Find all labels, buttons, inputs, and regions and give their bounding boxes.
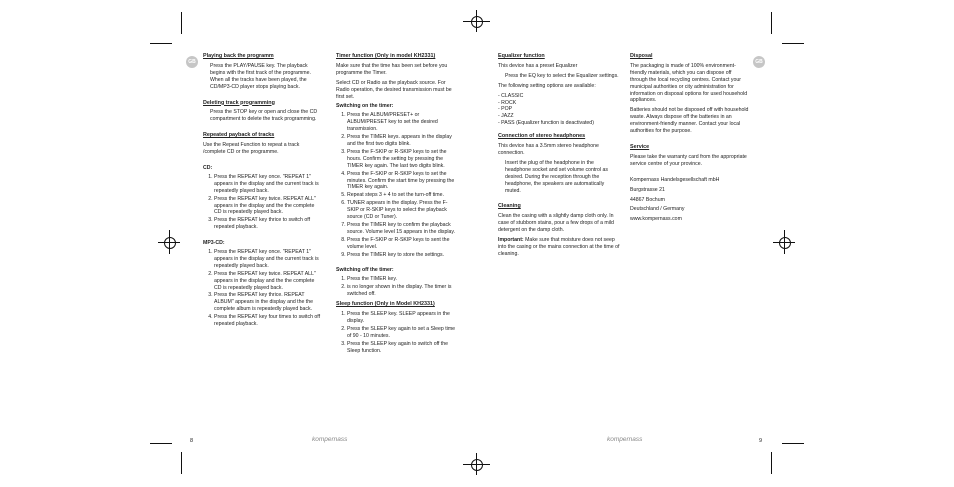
eq-heading: Equalizer function: [498, 53, 545, 59]
important-note: [498, 237, 620, 258]
crop-mark: [782, 443, 804, 444]
cleaning-text: Clean the casing with a slightly damp cloth only. In case of stubborn stains, pour a few drops of a mild detergent on the damp cloth.: [498, 213, 614, 234]
list-item: - ROCK: [498, 99, 517, 106]
list-item: 8. Press the F-SKIP or R-SKIP keys to sent the volume level.: [347, 237, 458, 251]
repeat-heading: Repeated payback of tracks: [203, 132, 275, 139]
list-item: 1. Press the ALBUM/PRESET+ or ALBUM/PRESET key to set the desired transmission.: [347, 112, 458, 133]
important-text: Make sure that moisture does not seep into the casing or the mains connection at the time of cleaning.: [498, 237, 620, 257]
headphones-heading: Connection of stereo headphones: [498, 133, 586, 140]
important-label: Important:: [498, 237, 524, 244]
column-1: [203, 53, 321, 331]
mp3-list: [203, 249, 321, 328]
registration-line: [463, 21, 490, 22]
page-number: 8: [190, 438, 194, 444]
cd-label: CD:: [203, 164, 213, 171]
switch-off-list: [336, 276, 458, 298]
list-item: 2. Press the TIMER keys. appears in the display and the first two digits blink.: [347, 134, 458, 148]
timer-heading: Timer function (Only in model KH2331): [336, 53, 436, 59]
disposal-text: Batteries should not be disposed off with household waste. Always dispose off the batteries in an environment-friendly manner. Contact your local authorities for the purpose.: [630, 107, 749, 135]
address-line: Kompernass Handelsgesellschaft mbH: [630, 176, 720, 183]
delete-heading: Deleting track programming: [203, 99, 275, 106]
brand-logo: kompernass: [607, 436, 643, 443]
crop-mark: [782, 43, 804, 44]
mp3-label: MP3-CD:: [203, 240, 225, 247]
list-item: 1. Press the REPEAT key once. "REPEAT 1" appears in the display and the current track is repeatedly played back.: [214, 174, 321, 195]
list-item: 1. Press the SLEEP key. SLEEP appears in the display.: [347, 311, 458, 325]
list-item: 3. Press the REPEAT key thrice. REPEAT ALBUM" appears in the display and the the complete album is repeatedly played back.: [214, 292, 321, 313]
service-heading: Service: [630, 143, 650, 150]
registration-mark: [471, 16, 483, 28]
eq-press: Press the EQ key to select the Equalizer settings.: [505, 72, 619, 79]
address-line: 44867 Bochum: [630, 196, 665, 203]
registration-line: [158, 242, 180, 243]
list-item: 1. Press the TIMER key.: [347, 276, 458, 283]
sleep-heading: Sleep function (Only in Model KH2331): [336, 301, 435, 308]
switch-on-list: [336, 112, 458, 258]
list-item: 2. Press the SLEEP key again to set a Sleep time of 90 - 10 minutes.: [347, 326, 458, 340]
eq-intro: This device has a preset Equalizer: [498, 62, 578, 69]
switch-off-label: Switching off the timer:: [336, 267, 394, 274]
list-item: - JAZZ: [498, 113, 514, 120]
registration-line: [463, 464, 490, 465]
list-item: 4. Press the REPEAT key four times to switch off repeated playback.: [214, 314, 321, 328]
list-item: 7. Press the TIMER key to confirm the playback source. Volume level 15 appears in the display.: [347, 222, 458, 236]
disposal-heading: Disposal: [630, 53, 653, 59]
list-item: 3. Press the F-SKIP or R-SKIP keys to set the hours. Confirm the setting by pressing the TIMER key again. The last two digits blink.: [347, 149, 458, 170]
address-block: [630, 177, 750, 224]
cleaning-heading: Cleaning: [498, 203, 521, 210]
crop-mark: [771, 452, 772, 474]
sleep-list: [336, 311, 458, 354]
crop-mark: [181, 452, 182, 474]
list-item: 4. Press the F-SKIP or R-SKIP keys to set the minutes. Confirm the start time by pressing the TIMER key again.: [347, 171, 458, 192]
switch-on-label: Switching on the timer:: [336, 103, 394, 110]
cd-list: [203, 174, 321, 231]
headphones-text: Insert the plug of the headphone in the headphone socket and set volume control as desired. During the reception through the headphone, the speakers are automatically muted.: [505, 159, 608, 194]
registration-line: [773, 242, 795, 243]
list-item: - CLASSIC: [498, 92, 524, 99]
address-line: Deutschland / Germany: [630, 206, 685, 213]
list-item: - POP: [498, 106, 513, 113]
timer-intro: Make sure that the time has been set before you programme the Timer.: [336, 62, 448, 76]
delete-text: Press the STOP key or open and close the CD compartment to delete the track programming.: [210, 109, 318, 123]
list-item: - PASS (Equalizer function is deactivated): [498, 120, 594, 127]
playback-text: Press the PLAY/PAUSE key. The playback begins with the first track of the programme. When all the tracks have been played, the CD/MP3-CD player stops playing back.: [210, 62, 311, 90]
disposal-text: The packaging is made of 100% environment-friendly materials, which you can dispose off through the local recycling centres. Contact your municipal authorities or city administration for information on disposal options for used household appliances.: [630, 62, 748, 104]
service-text: Please take the warranty card from the appropriate service centre of your province.: [630, 153, 747, 167]
eq-options-intro: The following setting options are available:: [498, 82, 596, 89]
list-item: 1. Press the REPEAT key once. "REPEAT 1" appears in the display and the current track is repeatedly played back.: [214, 249, 321, 270]
registration-mark: [779, 237, 791, 249]
crop-mark: [150, 443, 172, 444]
headphones-intro: This device has a 3.5mm stereo headphone connection.: [498, 143, 599, 156]
column-3: [498, 53, 620, 261]
crop-mark: [771, 12, 772, 34]
list-item: 2. Press the REPEAT key twice. REPEAT ALL" appears in the display and the the complete CD is repeatedly played back.: [214, 271, 321, 292]
crop-mark: [181, 12, 182, 34]
timer-intro: Select CD or Radio as the playback source. For Radio operation, the desired transmission must be first set.: [336, 79, 452, 100]
language-badge: GB: [186, 56, 198, 68]
column-2: [336, 53, 458, 357]
list-item: 2. Press the REPEAT key twice. REPEAT ALL" appears in the display and the the complete CD is repeatedly played back.: [214, 196, 321, 217]
brand-logo: kompernass: [312, 436, 348, 443]
repeat-intro: Use the Repeat Function to repeat a track /complete CD or the programme.: [203, 142, 300, 156]
registration-mark: [471, 459, 483, 471]
list-item: 6. TUNER appears in the display. Press the F-SKIP or R-SKIP keys to select the playback source (CD or Tuner).: [347, 200, 458, 221]
column-4: [630, 53, 750, 223]
address-line: Burgstrasse 21: [630, 186, 665, 193]
crop-mark: [150, 43, 172, 44]
language-badge: GB: [753, 56, 765, 68]
list-item: 3. Press the SLEEP key again to switch off the Sleep function.: [347, 341, 458, 355]
list-item: 5. Repeat steps 3 + 4 to set the turn-off time.: [347, 192, 458, 199]
list-item: 3. Press the REPEAT key thrice to switch off repeated playback.: [214, 217, 321, 231]
list-item: 2. is no longer shown in the display. The timer is switched off.: [347, 284, 458, 298]
page-number: 9: [759, 438, 763, 444]
list-item: 9. Press the TIMER key to store the settings.: [347, 252, 458, 259]
eq-options-list: [498, 93, 620, 128]
address-line: www.kompernass.com: [630, 216, 682, 223]
playback-heading: Playing back the programm: [203, 53, 274, 59]
registration-mark: [164, 237, 176, 249]
